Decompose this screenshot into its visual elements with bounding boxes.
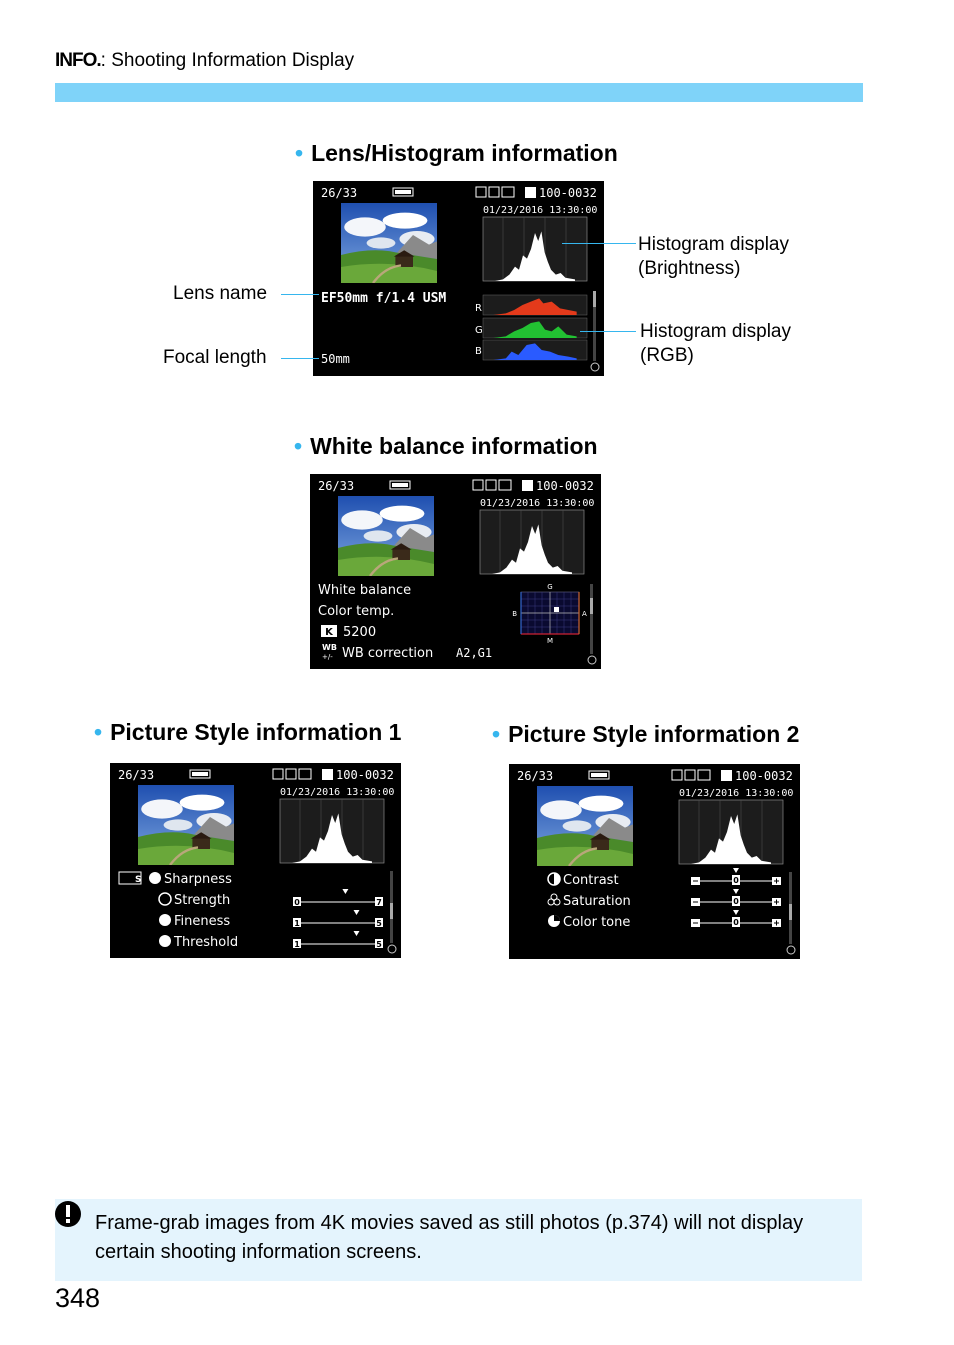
file-number: 100-0032 (336, 768, 394, 782)
bullet-icon: • (295, 140, 304, 166)
svg-text:0: 0 (733, 918, 739, 927)
kelvin-value: 5200 (343, 625, 377, 640)
callout-histogram-rgb: Histogram display (RGB) (640, 321, 791, 366)
slider-marker (354, 910, 360, 915)
color-tone-icon (548, 915, 560, 927)
dial-icon (591, 363, 599, 371)
slider-marker (354, 931, 360, 936)
battery-icon (393, 188, 413, 196)
color-tone-label: Color tone (563, 915, 631, 930)
threshold-label: Threshold (174, 935, 239, 950)
svg-text:0: 0 (733, 876, 739, 885)
svg-text:S: S (135, 875, 142, 885)
grid-label-b: B (512, 610, 517, 618)
leader-line (562, 243, 636, 244)
label-b: B (475, 346, 482, 357)
wb-title: White balance (318, 583, 412, 598)
sharpness-icon (149, 872, 161, 884)
caution-icon (53, 1200, 83, 1228)
strength-icon (159, 893, 171, 905)
strength-slider (293, 889, 383, 907)
photo-thumbnail (537, 786, 633, 866)
wb-correction-value: A2,G1 (456, 646, 493, 660)
leader-line (281, 294, 319, 295)
color-temp-label: Color temp. (318, 604, 395, 619)
label-r: R (475, 303, 482, 314)
frame-counter: 26/33 (118, 768, 155, 782)
wb-correction-label: WB correction (342, 646, 434, 661)
svg-text:0: 0 (733, 897, 739, 906)
file-number: 100-0032 (735, 769, 793, 783)
saturation-icon (548, 894, 560, 905)
section-title-wb: • White balance information (294, 433, 598, 459)
strength-label: Strength (174, 893, 231, 908)
camera-screen-wb (310, 474, 601, 669)
focal-length-text: 50mm (321, 352, 350, 366)
threshold-slider (293, 931, 383, 949)
battery-icon (390, 481, 410, 489)
svg-text:5: 5 (376, 919, 382, 928)
lens-name-text: EF50mm f/1.4 USM (321, 291, 447, 306)
svg-text:1: 1 (294, 919, 300, 928)
slider-marker (342, 889, 348, 894)
threshold-icon (159, 935, 171, 947)
camera-screen-ps1 (110, 763, 401, 958)
slider-marker (732, 868, 740, 885)
frame-counter: 26/33 (318, 479, 355, 493)
color-tone-slider (691, 910, 781, 927)
leader-line (580, 331, 636, 332)
camera-screen-lens (313, 181, 604, 376)
settings-icons (476, 187, 536, 198)
wb-shift-point (554, 607, 559, 612)
frame-counter: 26/33 (517, 769, 554, 783)
callout-focal-length: Focal length (163, 347, 267, 368)
section-title-ps2: • Picture Style information 2 (492, 721, 800, 747)
svg-text:K: K (325, 627, 333, 638)
contrast-label: Contrast (563, 873, 619, 888)
slider-marker (732, 910, 740, 927)
file-number: 100-0032 (539, 186, 597, 200)
svg-text:7: 7 (376, 898, 382, 907)
callout-histogram-brightness: Histogram display (Brightness) (638, 234, 789, 279)
fineness-label: Fineness (174, 914, 231, 929)
svg-text:1: 1 (294, 940, 300, 949)
svg-text:5: 5 (376, 940, 382, 949)
frame-counter: 26/33 (321, 186, 358, 200)
info-label: INFO. (55, 50, 101, 71)
battery-icon (589, 771, 609, 779)
svg-text:0: 0 (294, 898, 300, 907)
settings-icons (473, 480, 533, 491)
fineness-icon (159, 914, 171, 926)
note-text: Frame-grab images from 4K movies saved as still photos (p.374) will not display certain shooting information screens. (95, 1212, 804, 1263)
contrast-icon (548, 873, 560, 885)
grid-label-m: M (546, 637, 554, 645)
header-title: : Shooting Information Display (100, 50, 355, 71)
grid-label-g: G (547, 583, 553, 591)
dial-icon (787, 946, 795, 954)
dial-icon (388, 945, 396, 953)
settings-icons (273, 769, 333, 780)
saturation-slider (691, 889, 781, 906)
sharpness-label: Sharpness (164, 872, 232, 887)
bullet-icon: • (294, 433, 303, 459)
datetime: 01/23/2016 13:30:00 (483, 205, 598, 216)
battery-icon (190, 770, 210, 778)
slider-marker (732, 889, 740, 906)
section-title-lens: • Lens/Histogram information (295, 140, 618, 166)
datetime: 01/23/2016 13:30:00 (280, 787, 395, 798)
grid-label-a: A (582, 610, 587, 618)
leader-line (281, 358, 319, 359)
bullet-icon: • (492, 721, 501, 747)
section-title-ps1: • Picture Style information 1 (94, 719, 402, 745)
wb-badge: WB (322, 643, 337, 652)
callout-lens-name: Lens name (173, 283, 268, 304)
page-number: 348 (55, 1283, 101, 1313)
datetime: 01/23/2016 13:30:00 (480, 498, 595, 509)
datetime: 01/23/2016 13:30:00 (679, 788, 794, 799)
header-band (55, 83, 863, 102)
dial-icon (588, 656, 596, 664)
settings-icons (672, 770, 732, 781)
contrast-slider (691, 868, 781, 885)
file-number: 100-0032 (536, 479, 594, 493)
wb-shift-grid (521, 592, 579, 634)
fineness-slider (293, 910, 383, 928)
photo-thumbnail (338, 496, 434, 576)
saturation-label: Saturation (563, 894, 631, 909)
photo-thumbnail (138, 785, 234, 865)
camera-screen-ps2 (509, 764, 800, 959)
photo-thumbnail (341, 203, 437, 283)
bullet-icon: • (94, 719, 103, 745)
label-g: G (475, 325, 483, 336)
svg-text:+/-: +/- (322, 653, 333, 661)
running-header (55, 50, 354, 72)
